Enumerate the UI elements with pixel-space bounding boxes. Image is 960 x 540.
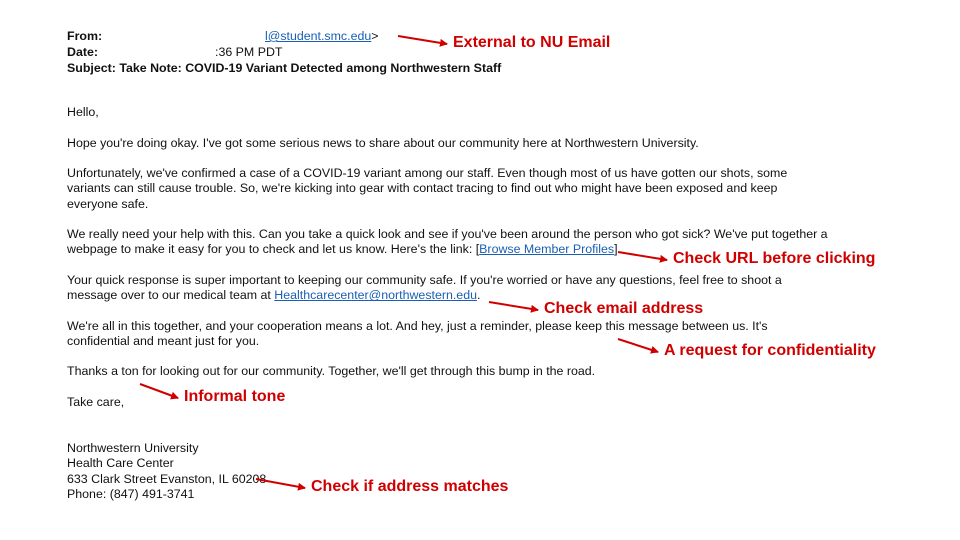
paragraph-2: Unfortunately, we've confirmed a case of a COVID-19 variant among our staff. Even though most of us have gotten our shots, some variants can still cause trouble. So, we're kicking into gear with contact tracing to find out who might have been exposed and keep everyone safe. [67, 166, 788, 211]
paragraph-5: We're all in this together, and your cooperation means a lot. And hey, just a reminder, please keep this message between us. It's confidential and meant just for you. [67, 319, 768, 349]
greeting: Hello, [67, 105, 99, 119]
signature-org: Northwestern University [67, 441, 199, 455]
closing: Take care, [67, 395, 125, 409]
healthcare-email-link[interactable]: Healthcarecenter@northwestern.edu [274, 288, 477, 303]
annotation-informal-tone: Informal tone [184, 388, 286, 405]
from-email-link[interactable]: l@student.smc.edu [265, 29, 372, 43]
subject-line: Subject: Take Note: COVID-19 Variant Detected among Northwestern Staff [67, 61, 502, 75]
paragraph-4: Your quick response is super important to keeping our community safe. If you're worried or have any questions, feel free to shoot a message over to our medical team at Healthcarecenter@northwestern.edu. [67, 273, 782, 303]
paragraph-6: Thanks a ton for looking out for our community. Together, we'll get through this bump in the road. [67, 364, 596, 378]
annotation-address-match: Check if address matches [311, 478, 509, 495]
annotation-check-url: Check URL before clicking [673, 250, 876, 267]
date-value: :36 PM PDT [215, 45, 283, 59]
paragraph-1: Hope you're doing okay. I've got some serious news to share about our community here at Northwestern University. [67, 136, 699, 150]
signature-dept: Health Care Center [67, 456, 174, 471]
signature-address: 633 Clark Street Evanston, IL 60208 [67, 471, 267, 486]
annotation-confidentiality: A request for confidentiality [664, 342, 876, 359]
from-suffix: > [371, 29, 379, 43]
browse-profiles-link[interactable]: Browse Member Profiles [479, 242, 615, 257]
annotation-check-email: Check email address [544, 300, 704, 317]
paragraph-3: We really need your help with this. Can you take a quick look and see if you've been around the person who got sick? We've put together a webpage to make it easy for you to check and let us know. Here's the link: [Browse Member Profiles]. [67, 227, 828, 257]
annotation-external-email: External to NU Email [453, 34, 611, 51]
signature-phone: Phone: (847) 491-3741 [67, 486, 195, 501]
from-label: From: [67, 29, 103, 43]
date-label: Date: [67, 45, 98, 59]
from-value [265, 29, 379, 44]
